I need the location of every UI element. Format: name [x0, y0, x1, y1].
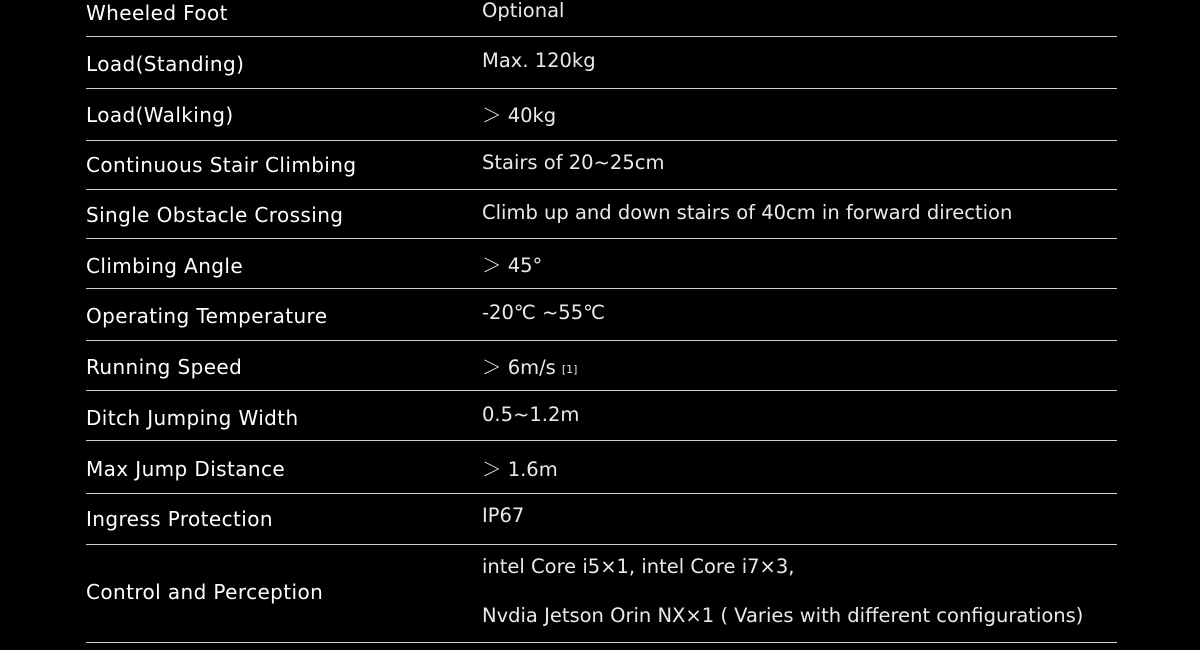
spec-label: Operating Temperature	[86, 304, 328, 328]
footnote-marker: [1]	[561, 363, 578, 376]
spec-label: Ingress Protection	[86, 507, 273, 531]
spec-label: Load(Standing)	[86, 52, 245, 76]
spec-row-max-jump-distance	[86, 441, 1117, 494]
spec-row-load-walking	[86, 89, 1117, 141]
spec-value-line-2: Nvdia Jetson Orin NX×1 ( Varies with different configurations)	[482, 604, 1084, 627]
spec-label: Max Jump Distance	[86, 457, 286, 481]
spec-label: Wheeled Foot	[86, 1, 228, 25]
spec-value: Optional	[482, 0, 565, 22]
spec-value: ＞ 1.6m	[482, 458, 558, 481]
spec-value	[482, 352, 577, 380]
spec-label: Control and Perception	[86, 580, 324, 604]
spec-row-operating-temperature	[86, 289, 1117, 341]
spec-row-climbing-angle	[86, 239, 1117, 289]
spec-row-ingress-protection	[86, 494, 1117, 545]
spec-row-control-perception	[86, 545, 1117, 643]
spec-row-stair-climbing	[86, 141, 1117, 190]
spec-value: Climb up and down stairs of 40cm in forward direction	[482, 201, 1013, 224]
spec-value: 0.5~1.2m	[482, 403, 580, 426]
spec-row-ditch-jumping-width	[86, 391, 1117, 441]
spec-label: Load(Walking)	[86, 103, 234, 127]
spec-value: Stairs of 20~25cm	[482, 151, 665, 174]
spec-value: -20℃ ~55℃	[482, 301, 605, 324]
spec-label: Single Obstacle Crossing	[86, 203, 344, 227]
spec-row-running-speed	[86, 341, 1117, 391]
spec-row-load-standing	[86, 37, 1117, 89]
spec-label: Ditch Jumping Width	[86, 406, 299, 430]
spec-row-wheeled-foot	[86, 0, 1117, 37]
spec-value: Max. 120kg	[482, 49, 596, 72]
spec-value-text: ＞ 6m/s	[482, 356, 556, 379]
spec-row-obstacle-crossing	[86, 190, 1117, 239]
spec-label: Climbing Angle	[86, 254, 244, 278]
spec-value: ＞ 45°	[482, 254, 543, 277]
spec-value: ＞ 40kg	[482, 104, 557, 127]
spec-label: Continuous Stair Climbing	[86, 153, 357, 177]
row-divider	[86, 642, 1117, 643]
spec-value: IP67	[482, 504, 525, 527]
spec-value-line-1: intel Core i5×1, intel Core i7×3,	[482, 555, 795, 578]
spec-label: Running Speed	[86, 355, 243, 379]
